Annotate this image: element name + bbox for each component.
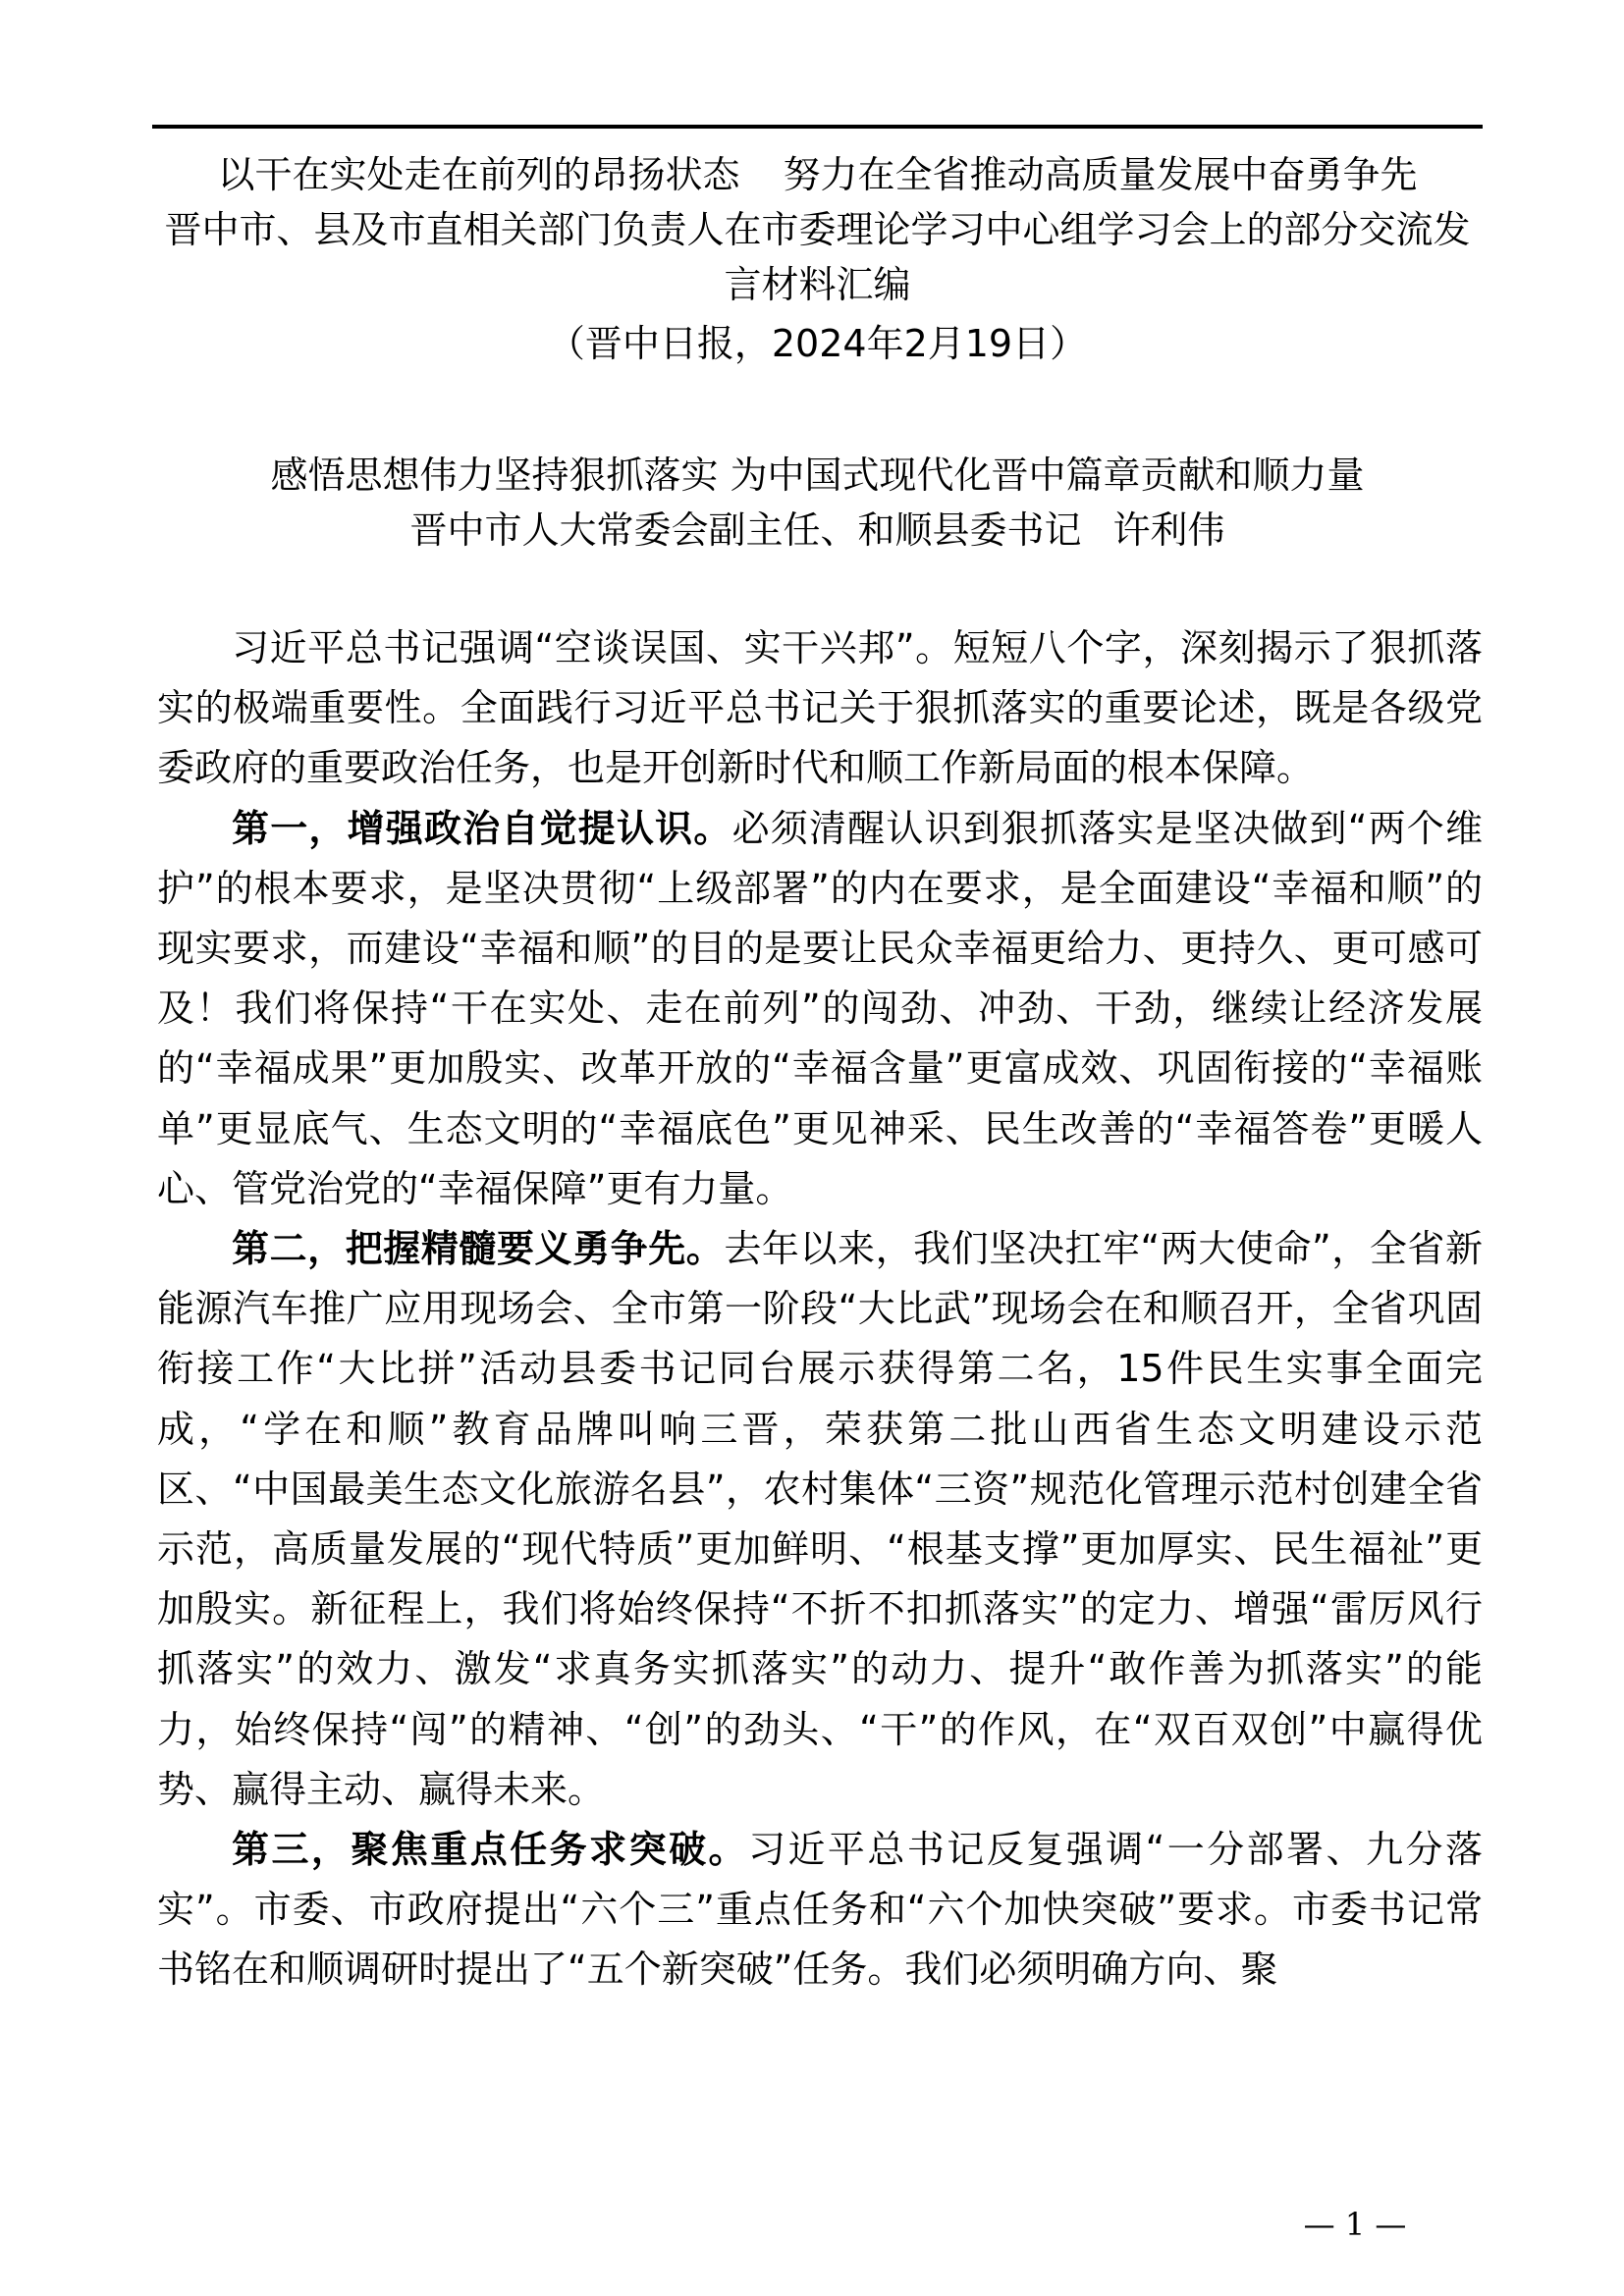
compilation-subtitle: 晋中市、县及市直相关部门负责人在市委理论学习中心组学习会上的部分交流发言材料汇编 xyxy=(164,208,1471,306)
compilation-title-part1: 以干在实处走在前列的昂扬状态 xyxy=(217,153,740,196)
paragraph-heading: 第一，增强政治自觉提认识。 xyxy=(232,806,732,850)
paragraph-text: 习近平总书记强调“空谈误国、实干兴邦”。短短八个字，深刻揭示了狠抓落实的极端重要性。全面践行习近平总书记关于狠抓落实的重要论述，既是各级党委政府的重要政治任务，也是开创新时代和顺工作新局面的根本保障。 xyxy=(157,626,1483,790)
page-number: — 1 — xyxy=(1303,2206,1407,2243)
paragraph-text: 去年以来，我们坚决扛牢“两大使命”，全省新能源汽车推广应用现场会、全市第一阶段“大比武”现场会在和顺召开，全省巩固衔接工作“大比拼”活动县委书记同台展示获得第二名，15件民生实事全面完成，“学在和顺”教育品牌叫响三晋，荣获第二批山西省生态文明建设示范区、“中国最美生态文化旅游名县”，农村集体“三资”规范化管理示范村创建全省示范，高质量发展的“现代特质”更加鲜明、“根基支撑”更加厚实、民生福祉”更加殷实。新征程上，我们将始终保持“不折不扣抓落实”的定力、增强“雷厉风行抓落实”的效力、激发“求真务实抓落实”的动力、提升“敢作善为抓落实”的能力，始终保持“闯”的精神、“创”的劲头、“干”的作风，在“双百双创”中赢得优势、赢得主动、赢得未来。 xyxy=(157,1227,1483,1811)
compilation-title-part2: 努力在全省推动高质量发展中奋勇争先 xyxy=(783,153,1418,196)
article-title: 感悟思想伟力坚持狠抓落实 为中国式现代化晋中篇章贡献和顺力量 xyxy=(270,454,1365,497)
compilation-title xyxy=(152,147,1483,202)
author-name: 许利伟 xyxy=(1112,508,1225,552)
paragraph-heading: 第二，把握精髓要义勇争先。 xyxy=(232,1227,725,1271)
paragraph-intro xyxy=(157,618,1483,799)
paragraph-second-point xyxy=(157,1219,1483,1820)
paragraph-text: 习近平总书记反复强调“一分部署、九分落实”。市委、市政府提出“六个三”重点任务和“六个加快突破”要求。市委书记常书铭在和顺调研时提出了“五个新突破”任务。我们必须明确方向、聚 xyxy=(157,1828,1483,1992)
paragraph-heading: 第三，聚焦重点任务求突破。 xyxy=(232,1828,748,1872)
compilation-header xyxy=(152,147,1483,371)
paragraph-text: 必须清醒认识到狠抓落实是坚决做到“两个维护”的根本要求，是坚决贯彻“上级部署”的内在要求，是全面建设“幸福和顺”的现实要求，而建设“幸福和顺”的目的是要让民众幸福更给力、更持久、更可感可及！我们将保持“干在实处、走在前列”的闯劲、冲劲、干劲，继续让经济发展的“幸福成果”更加殷实、改革开放的“幸福含量”更富成效、巩固衔接的“幸福账单”更显底气、生态文明的“幸福底色”更见神采、民生改善的“幸福答卷”更暖人心、管党治党的“幸福保障”更有力量。 xyxy=(157,806,1483,1210)
article-author xyxy=(152,503,1483,558)
article-body xyxy=(157,618,1483,2001)
compilation-source: （晋中日报，2024年2月19日） xyxy=(547,322,1088,365)
paragraph-first-point xyxy=(157,799,1483,1219)
article-header xyxy=(152,448,1483,558)
paragraph-third-point xyxy=(157,1820,1483,2001)
author-position: 晋中市人大常委会副主任、和顺县委书记 xyxy=(409,508,1082,552)
top-divider xyxy=(152,125,1483,129)
